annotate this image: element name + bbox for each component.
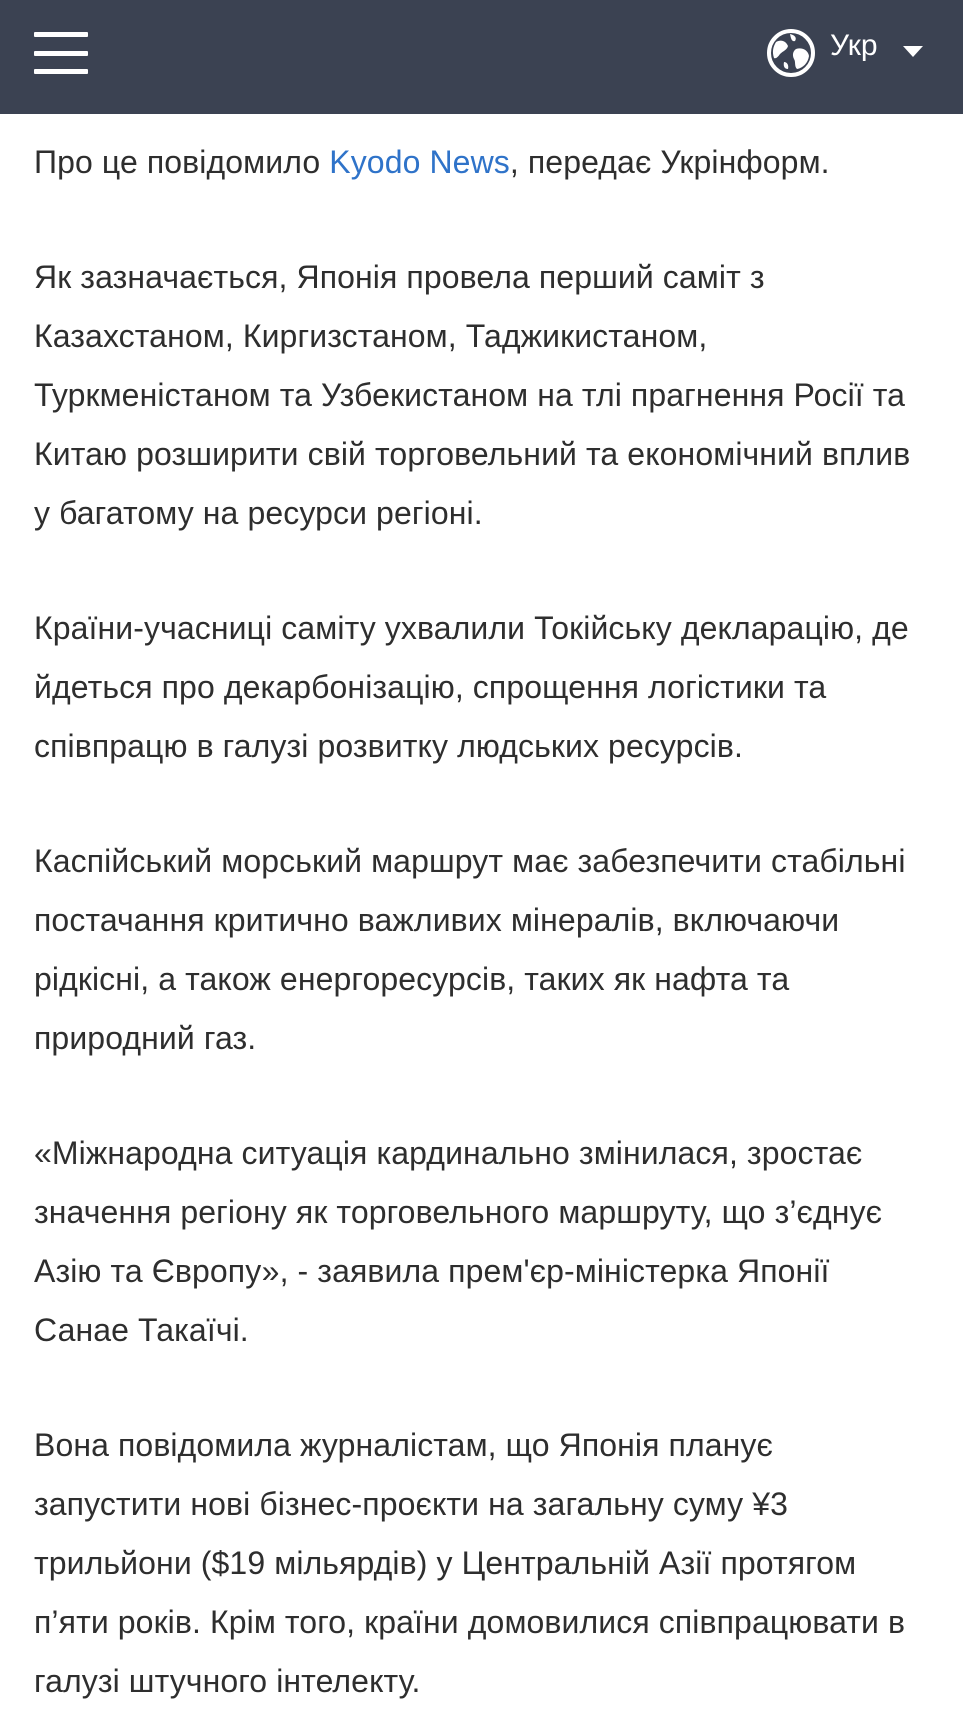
hamburger-menu-button[interactable] <box>34 32 88 74</box>
chevron-down-icon <box>903 46 923 57</box>
article-paragraph: Країни-учасниці саміту ухвалили Токійську декларацію, де йдеться про декарбонізацію, спрощення логістики та співпрацю в галузі розвитку людських ресурсів. <box>34 610 909 764</box>
kyodo-news-link[interactable]: Kyodo News <box>329 144 510 180</box>
article-paragraph <box>34 133 929 192</box>
article-body <box>34 133 929 1711</box>
language-selector[interactable] <box>766 24 936 80</box>
article-paragraph: «Міжнародна ситуація кардинально змінилася, зростає значення регіону як торговельного маршруту, що з’єднує Азію та Європу», - заявила прем'єр-міністерка Японії Санае Такаїчі. <box>34 1135 883 1348</box>
language-label: Укр <box>830 29 878 62</box>
paragraph-text: , передає Укрінформ. <box>509 144 830 180</box>
menu-line-icon <box>34 51 88 56</box>
top-navigation-bar <box>0 0 963 114</box>
article-paragraph: Каспійський морський маршрут має забезпечити стабільні постачання критично важливих мінералів, включаючи рідкісні, а також енергоресурсів, таких як нафта та природний газ. <box>34 843 906 1056</box>
paragraph-text: Про це повідомило <box>34 144 330 180</box>
menu-line-icon <box>34 69 88 74</box>
article-paragraph: Вона повідомила журналістам, що Японія планує запустити нові бізнес-проєкти на загальну суму ¥3 трильйони ($19 мільярдів) у Центральній Азії протягом п’яти років. Крім того, країни домовилися співпрацювати в галузі штучного інтелекту. <box>34 1427 906 1699</box>
globe-icon <box>766 28 816 78</box>
article-paragraph: Як зазначається, Японія провела перший саміт з Казахстаном, Киргизстаном, Таджикистаном, Туркменістаном та Узбекистаном на тлі прагнення Росії та Китаю розширити свій торговельний та економічний вплив у багатому на ресурси регіоні. <box>34 259 911 531</box>
menu-line-icon <box>34 32 88 37</box>
